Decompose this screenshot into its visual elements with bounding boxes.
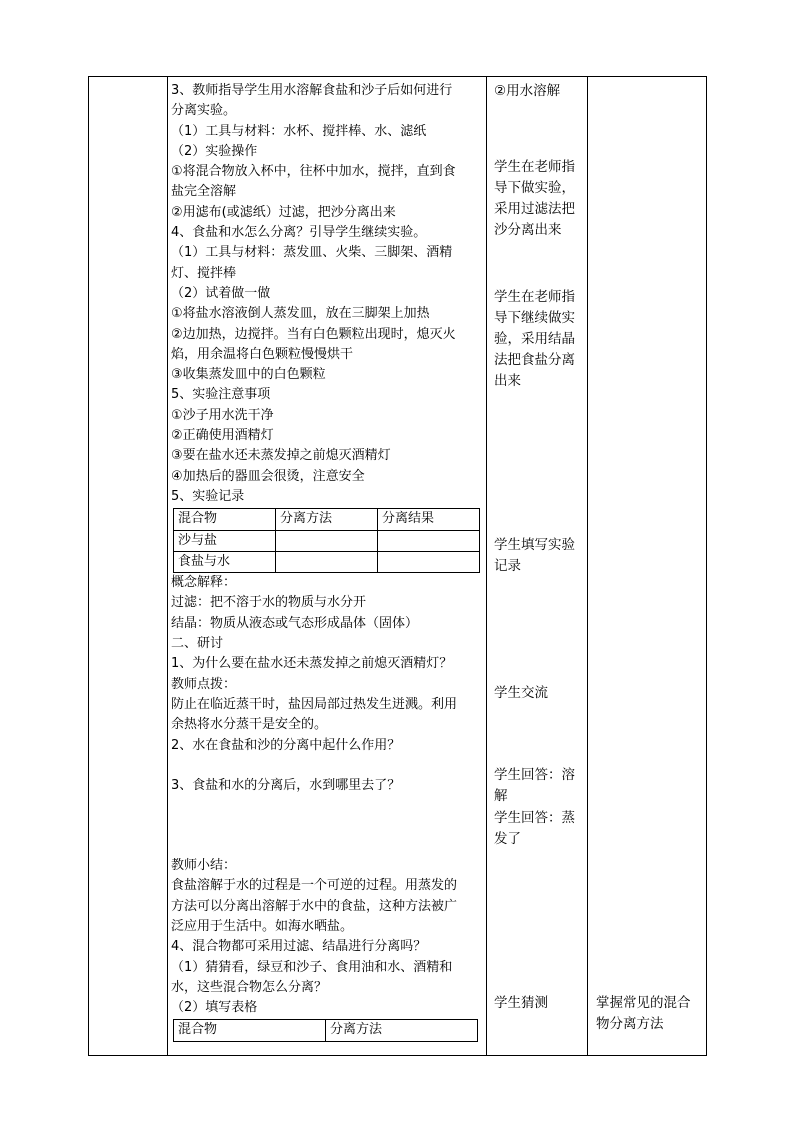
content-line: 4、混合物都可采用过滤、结晶进行分离吗？ (171, 939, 427, 955)
table-cell: 食盐与水 (174, 551, 276, 572)
table-cell: 分离方法 (276, 509, 378, 530)
column-divider (587, 77, 588, 1055)
student-note-line: 记录 (494, 558, 521, 574)
content-line: ②正确使用酒精灯 (171, 428, 274, 444)
table-cell (276, 551, 378, 572)
content-line: 防止在临近蒸干时，盐因局部过热发生迸溅。利用 (171, 696, 458, 712)
content-line: 结晶：物质从液态或气态形成晶体（固体） (171, 615, 419, 631)
student-note-line: 沙分离出来 (494, 222, 562, 238)
table-cell (276, 530, 378, 551)
content-line: 分离实验。 (171, 103, 237, 119)
content-line: 教师点拨： (171, 676, 237, 692)
student-note (494, 765, 575, 807)
content-line: 泛应用于生活中。如海水晒盐。 (171, 918, 354, 934)
content-line: （2）试着做一做 (171, 285, 271, 301)
goal-note-line: 掌握常见的混合 (596, 995, 691, 1011)
student-note-line: 导下做实验， (494, 180, 575, 196)
content-line: ③要在盐水还未蒸发掉之前熄灭酒精灯 (171, 448, 391, 464)
table-cell: 分离方法 (326, 1020, 478, 1041)
content-line: ③收集蒸发皿中的白色颗粒 (171, 367, 326, 383)
student-note (494, 683, 548, 704)
student-note-line: 学生填写实验 (494, 537, 575, 553)
content-line: 4、食盐和水怎么分离？引导学生继续实验。 (171, 225, 427, 241)
student-note-line: 出来 (494, 373, 521, 389)
content-line: 5、实验记录 (171, 488, 245, 504)
content-line: 教师小结： (171, 858, 237, 874)
content-line: 过滤：把不溶于水的物质与水分开 (171, 595, 367, 611)
table-cell (378, 530, 480, 551)
content-block-1 (171, 81, 481, 507)
separation-fill-table (173, 1019, 478, 1041)
student-note-line: 解 (494, 788, 508, 804)
student-note-line: ②用水溶解 (494, 83, 561, 99)
student-note-line: 采用过滤法把 (494, 201, 575, 217)
student-note-line: 法把食盐分离 (494, 352, 575, 368)
content-line: ①将混合物放入杯中，往杯中加水，搅拌，直到食 (171, 164, 456, 180)
table-row (174, 1020, 478, 1041)
content-line: 方法可以分离出溶解于水中的食盐，这种方法被广 (171, 898, 458, 914)
student-note-line: 学生回答：溶 (494, 767, 575, 783)
content-line: （2）实验操作 (171, 143, 258, 159)
student-note (494, 157, 575, 241)
content-line: 灯、搅拌棒 (171, 265, 237, 281)
student-note (494, 81, 560, 102)
student-note-line: 学生交流 (494, 685, 548, 701)
experiment-record-table (173, 508, 480, 573)
student-note-line: 学生猜测 (494, 995, 548, 1011)
content-line: 2、水在食盐和沙的分离中起什么作用？ (171, 737, 401, 753)
content-line: 盐完全溶解 (171, 184, 237, 200)
question-3: 3、食盐和水的分离后，水到哪里去了？ (171, 777, 401, 793)
content-line: 概念解释： (171, 575, 237, 591)
table-row (174, 551, 480, 572)
content-block-2 (171, 573, 481, 756)
content-line: 水，这些混合物怎么分离？ (171, 979, 328, 995)
content-line: 余热将水分蒸干是安全的。 (171, 717, 328, 733)
content-line: （2）填写表格 (171, 1000, 258, 1016)
table-cell: 混合物 (174, 509, 276, 530)
lesson-table (88, 76, 707, 1056)
table-row (174, 530, 480, 551)
goal-note-line: 物分离方法 (596, 1016, 664, 1032)
content-line: 二、研讨 (171, 636, 224, 652)
student-note-line: 学生在老师指 (494, 159, 575, 175)
content-block-3 (171, 856, 481, 1018)
student-note-line: 学生在老师指 (494, 289, 575, 305)
table-cell: 分离结果 (378, 509, 480, 530)
table-cell (378, 551, 480, 572)
content-line: ②边加热，边搅拌。当有白色颗粒出现时，熄灭火 (171, 326, 456, 342)
table-cell: 混合物 (174, 1020, 326, 1041)
table-cell: 沙与盐 (174, 530, 276, 551)
content-line: （1）猜猜看，绿豆和沙子、食用油和水、酒精和 (171, 959, 453, 975)
content-line: ①沙子用水洗干净 (171, 407, 274, 423)
content-line: （1）工具与材料：水杯、搅拌棒、水、滤纸 (171, 123, 427, 139)
teaching-content-column (171, 81, 481, 1042)
student-note-line: 验，采用结晶 (494, 331, 575, 347)
column-divider (486, 77, 487, 1055)
content-line: 5、实验注意事项 (171, 387, 271, 403)
content-line: 3、教师指导学生用水溶解食盐和沙子后如何进行 (171, 83, 453, 98)
column-divider (167, 77, 168, 1055)
table-row (174, 509, 480, 530)
student-note (494, 993, 548, 1014)
content-line: 食盐溶解于水的过程是一个可逆的过程。用蒸发的 (171, 878, 458, 894)
student-note (494, 808, 575, 850)
content-line: ④加热后的器皿会很烫，注意安全 (171, 468, 365, 484)
content-line: 焰，用余温将白色颗粒慢慢烘干 (171, 346, 354, 362)
content-line: （1）工具与材料：蒸发皿、火柴、三脚架、酒精 (171, 245, 453, 261)
content-line: ②用滤布(或滤纸）过滤，把沙分离出来 (171, 204, 396, 220)
goal-note (596, 993, 691, 1035)
student-note-line: 发了 (494, 831, 521, 847)
student-note-line: 导下继续做实 (494, 310, 575, 326)
content-line: ①将盐水溶液倒人蒸发皿，放在三脚架上加热 (171, 306, 430, 322)
content-line: 1、为什么要在盐水还未蒸发掉之前熄灭酒精灯？ (171, 656, 453, 672)
student-note (494, 535, 575, 577)
student-note-line: 学生回答：蒸 (494, 810, 575, 826)
student-note (494, 287, 575, 392)
